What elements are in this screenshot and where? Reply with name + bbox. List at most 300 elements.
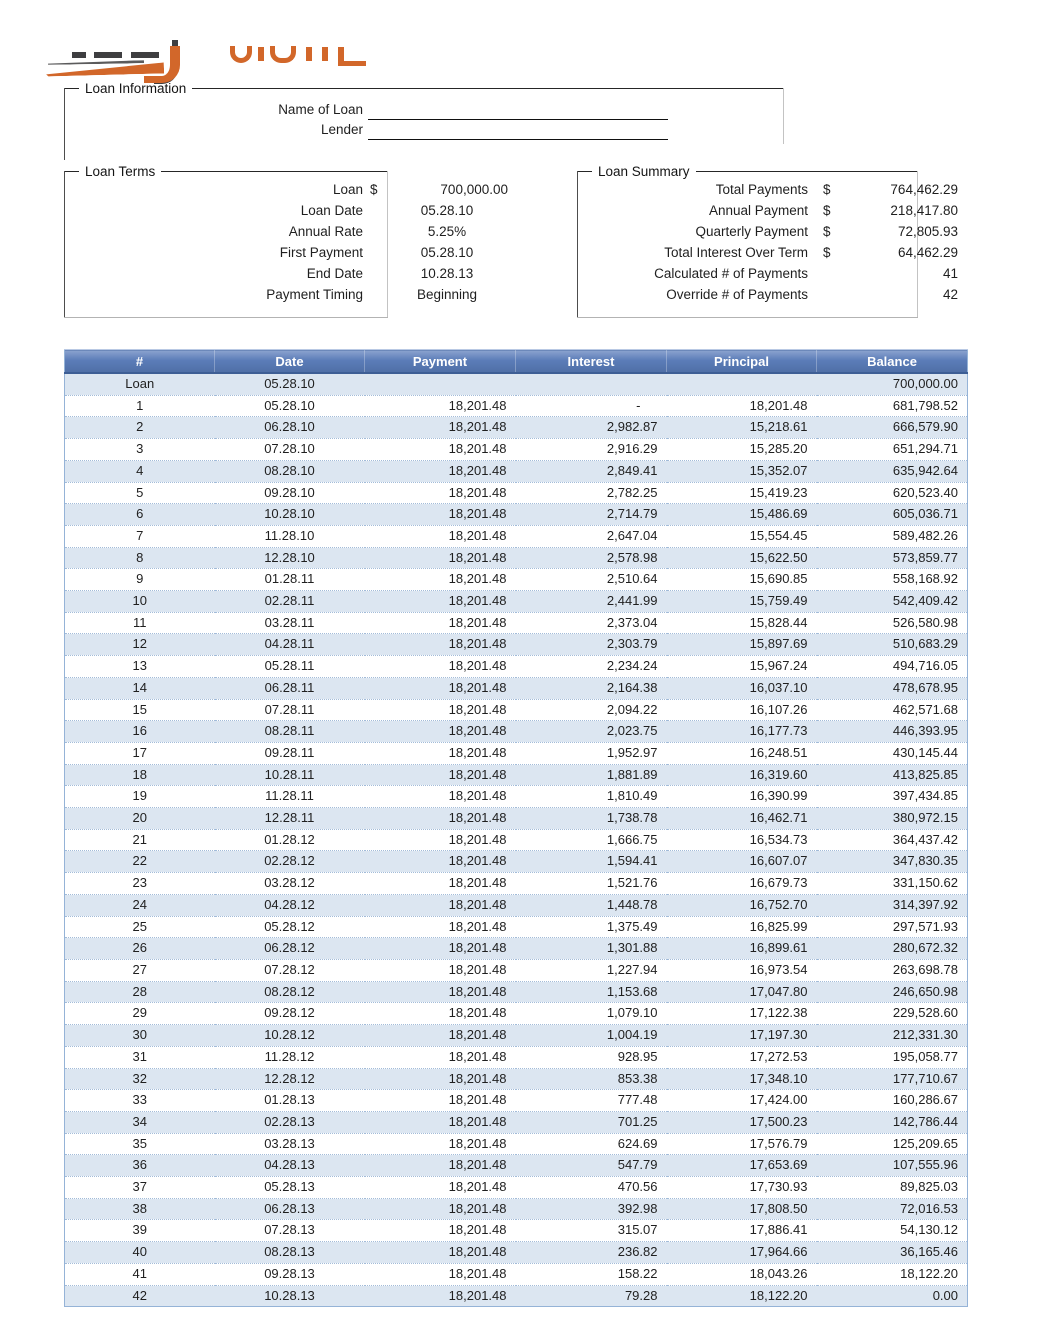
table-cell: 17,272.53	[667, 1046, 817, 1068]
table-cell: 212,331.30	[817, 1025, 968, 1047]
table-cell: 236.82	[516, 1242, 667, 1264]
table-cell: 18,043.26	[667, 1263, 817, 1285]
table-cell: 37	[65, 1177, 215, 1199]
table-cell: 18,201.48	[365, 482, 516, 504]
table-cell: 17,653.69	[667, 1155, 817, 1177]
table-row	[65, 439, 968, 461]
table-cell: 18,122.20	[817, 1263, 968, 1285]
table-cell: Loan	[65, 373, 215, 395]
logo-arc	[48, 60, 144, 65]
table-cell: 18,201.48	[365, 764, 516, 786]
table-cell: 05.28.10	[215, 395, 365, 417]
table-cell: 25	[65, 916, 215, 938]
table-row	[65, 612, 968, 634]
table-cell: 42	[65, 1285, 215, 1307]
table-cell: 18,122.20	[667, 1285, 817, 1307]
table-cell	[667, 373, 817, 395]
table-cell: 12.28.10	[215, 547, 365, 569]
table-cell: 05.28.10	[215, 373, 365, 395]
table-cell: 18,201.48	[667, 395, 817, 417]
table-cell: 06.28.11	[215, 677, 365, 699]
table-row	[65, 721, 968, 743]
table-cell: 10.28.12	[215, 1025, 365, 1047]
table-row	[65, 460, 968, 482]
table-row	[65, 873, 968, 895]
total-payments-value: 764,462.29	[890, 182, 958, 197]
table-cell: 18,201.48	[365, 786, 516, 808]
table-cell: 18,201.48	[365, 417, 516, 439]
table-cell: 35	[65, 1133, 215, 1155]
table-cell: 18,201.48	[365, 1111, 516, 1133]
table-cell: 107,555.96	[817, 1155, 968, 1177]
table-cell: 1,666.75	[516, 829, 667, 851]
table-cell: 853.38	[516, 1068, 667, 1090]
table-cell: 1,004.19	[516, 1025, 667, 1047]
table-cell: 15	[65, 699, 215, 721]
column-header: Balance	[817, 350, 968, 374]
table-cell: 07.28.13	[215, 1220, 365, 1242]
table-cell: 06.28.12	[215, 938, 365, 960]
table-cell: 462,571.68	[817, 699, 968, 721]
table-cell: 15,622.50	[667, 547, 817, 569]
table-row	[65, 482, 968, 504]
table-row	[65, 1242, 968, 1264]
table-cell: 2,982.87	[516, 417, 667, 439]
table-cell: 11	[65, 612, 215, 634]
table-cell: 1,301.88	[516, 938, 667, 960]
table-cell: 18,201.48	[365, 612, 516, 634]
table-cell: 229,528.60	[817, 1003, 968, 1025]
table-cell: 18,201.48	[365, 569, 516, 591]
table-cell: 18,201.48	[365, 1220, 516, 1242]
table-cell: 2,714.79	[516, 504, 667, 526]
table-cell: 02.28.13	[215, 1111, 365, 1133]
table-row	[65, 764, 968, 786]
table-row	[65, 829, 968, 851]
table-cell: 17,808.50	[667, 1198, 817, 1220]
table-header-row	[65, 350, 968, 374]
table-row	[65, 699, 968, 721]
loan-amount-value: 700,000.00	[440, 182, 508, 197]
table-cell: 2,916.29	[516, 439, 667, 461]
table-cell: 02.28.12	[215, 851, 365, 873]
table-cell: 15,759.49	[667, 591, 817, 613]
table-cell: 18,201.48	[365, 525, 516, 547]
table-row	[65, 504, 968, 526]
table-cell: 23	[65, 873, 215, 895]
table-cell: 3	[65, 439, 215, 461]
table-cell: 18,201.48	[365, 873, 516, 895]
table-row	[65, 916, 968, 938]
table-cell: 16,462.71	[667, 808, 817, 830]
table-cell: 17	[65, 742, 215, 764]
table-cell: 17,424.00	[667, 1090, 817, 1112]
table-cell: 15,828.44	[667, 612, 817, 634]
table-cell: 16,607.07	[667, 851, 817, 873]
table-cell: 18,201.48	[365, 439, 516, 461]
table-cell: 18,201.48	[365, 938, 516, 960]
table-cell: 08.28.13	[215, 1242, 365, 1264]
table-cell: 17,197.30	[667, 1025, 817, 1047]
table-cell: 430,145.44	[817, 742, 968, 764]
table-cell: 18,201.48	[365, 981, 516, 1003]
table-cell: 31	[65, 1046, 215, 1068]
payment-timing-value: Beginning	[416, 287, 478, 302]
table-cell: 18,201.48	[365, 1177, 516, 1199]
table-cell: 79.28	[516, 1285, 667, 1307]
table-cell: 18,201.48	[365, 1003, 516, 1025]
logo-wordmark-fragment	[230, 44, 380, 68]
table-cell: 15,967.24	[667, 656, 817, 678]
table-row	[65, 1263, 968, 1285]
table-cell: 6	[65, 504, 215, 526]
table-cell: 01.28.12	[215, 829, 365, 851]
table-cell: 17,348.10	[667, 1068, 817, 1090]
amortization-table	[64, 349, 968, 1307]
table-row	[65, 786, 968, 808]
table-cell: 700,000.00	[817, 373, 968, 395]
table-cell: 18,201.48	[365, 656, 516, 678]
table-cell: 158.22	[516, 1263, 667, 1285]
table-cell: 1,153.68	[516, 981, 667, 1003]
table-cell: 18,201.48	[365, 1090, 516, 1112]
calculated-payments-value: 41	[942, 266, 958, 281]
table-cell: 18,201.48	[365, 829, 516, 851]
table-cell: 142,786.44	[817, 1111, 968, 1133]
loan-summary-title: Loan Summary	[598, 164, 690, 179]
table-cell: 33	[65, 1090, 215, 1112]
table-cell: 39	[65, 1220, 215, 1242]
table-cell: 05.28.13	[215, 1177, 365, 1199]
table-cell: 18,201.48	[365, 742, 516, 764]
loan-information-section	[64, 81, 784, 160]
annual-payment-value: 218,417.80	[890, 203, 958, 218]
table-cell: 29	[65, 1003, 215, 1025]
table-cell: 16,534.73	[667, 829, 817, 851]
table-row	[65, 1133, 968, 1155]
table-cell: 2,164.38	[516, 677, 667, 699]
table-cell: 17,122.38	[667, 1003, 817, 1025]
column-header: #	[65, 350, 215, 374]
table-cell: 16,390.99	[667, 786, 817, 808]
table-cell: 18,201.48	[365, 1068, 516, 1090]
table-row	[65, 547, 968, 569]
loan-information-title: Loan Information	[85, 81, 187, 96]
table-cell: 4	[65, 460, 215, 482]
table-cell: 08.28.11	[215, 721, 365, 743]
table-cell: 2,782.25	[516, 482, 667, 504]
table-cell: 18,201.48	[365, 547, 516, 569]
table-cell: 16,319.60	[667, 764, 817, 786]
table-cell: 1,521.76	[516, 873, 667, 895]
table-cell: 2,647.04	[516, 525, 667, 547]
table-cell: 12	[65, 634, 215, 656]
table-cell: 651,294.71	[817, 439, 968, 461]
table-cell: 160,286.67	[817, 1090, 968, 1112]
column-header: Principal	[667, 350, 817, 374]
table-cell: 15,486.69	[667, 504, 817, 526]
table-cell: 18,201.48	[365, 1242, 516, 1264]
table-cell: 16,899.61	[667, 938, 817, 960]
table-cell: 2,373.04	[516, 612, 667, 634]
table-row	[65, 1220, 968, 1242]
table-cell: 1,375.49	[516, 916, 667, 938]
table-cell: 7	[65, 525, 215, 547]
table-cell: 2,441.99	[516, 591, 667, 613]
loan-terms-section: Loan Terms Loan $ 700,000.00 Loan Date 05.28.10 Annual Rate 5.25% First Payment 05.28.10 End Date 10.28.13 Payment Timing Beginning	[64, 164, 388, 318]
table-cell: 18,201.48	[365, 1263, 516, 1285]
name-of-loan-input[interactable]	[368, 104, 668, 120]
table-row	[65, 591, 968, 613]
table-cell: 16,752.70	[667, 894, 817, 916]
currency-symbol: $	[823, 203, 831, 218]
table-cell: 18,201.48	[365, 677, 516, 699]
end-date-value: 10.28.13	[420, 266, 474, 281]
table-row	[65, 981, 968, 1003]
table-row	[65, 1025, 968, 1047]
table-cell: 54,130.12	[817, 1220, 968, 1242]
table-cell: 18,201.48	[365, 504, 516, 526]
table-cell: 347,830.35	[817, 851, 968, 873]
table-cell: 10.28.10	[215, 504, 365, 526]
lender-label: Lender	[320, 122, 363, 137]
table-cell: 11.28.10	[215, 525, 365, 547]
table-cell: 1,881.89	[516, 764, 667, 786]
table-cell: 18,201.48	[365, 1046, 516, 1068]
table-cell: 08.28.10	[215, 460, 365, 482]
table-cell: 478,678.95	[817, 677, 968, 699]
table-cell: 2,234.24	[516, 656, 667, 678]
table-cell: 14	[65, 677, 215, 699]
table-cell: 2,303.79	[516, 634, 667, 656]
currency-symbol: $	[823, 224, 831, 239]
table-cell: 28	[65, 981, 215, 1003]
table-cell: 17,500.23	[667, 1111, 817, 1133]
table-cell: 605,036.71	[817, 504, 968, 526]
currency-symbol: $	[370, 182, 378, 197]
table-cell: 413,825.85	[817, 764, 968, 786]
table-cell: 13	[65, 656, 215, 678]
table-cell: 777.48	[516, 1090, 667, 1112]
table-cell: 2,849.41	[516, 460, 667, 482]
table-cell: 17,576.79	[667, 1133, 817, 1155]
table-cell: 30	[65, 1025, 215, 1047]
table-cell: 22	[65, 851, 215, 873]
table-cell: 04.28.12	[215, 894, 365, 916]
table-row	[65, 634, 968, 656]
company-logo	[46, 28, 386, 84]
table-cell: 09.28.13	[215, 1263, 365, 1285]
table-cell: 15,690.85	[667, 569, 817, 591]
total-interest-value: 64,462.29	[897, 245, 958, 260]
table-cell: 07.28.12	[215, 959, 365, 981]
table-cell: 380,972.15	[817, 808, 968, 830]
table-cell: 27	[65, 959, 215, 981]
table-cell: 17,886.41	[667, 1220, 817, 1242]
table-cell: 315.07	[516, 1220, 667, 1242]
table-cell: 125,209.65	[817, 1133, 968, 1155]
table-cell: 16,037.10	[667, 677, 817, 699]
table-cell: 12.28.12	[215, 1068, 365, 1090]
table-row	[65, 677, 968, 699]
table-cell: 1,810.49	[516, 786, 667, 808]
table-cell: 589,482.26	[817, 525, 968, 547]
table-cell: 05.28.12	[215, 916, 365, 938]
table-cell: 8	[65, 547, 215, 569]
table-cell: 635,942.64	[817, 460, 968, 482]
first-payment-value: 05.28.10	[420, 245, 474, 260]
table-cell: 364,437.42	[817, 829, 968, 851]
table-cell: 15,554.45	[667, 525, 817, 547]
table-cell: 542,409.42	[817, 591, 968, 613]
table-row	[65, 373, 968, 395]
table-cell: 16,107.26	[667, 699, 817, 721]
table-row	[65, 525, 968, 547]
table-cell: 21	[65, 829, 215, 851]
override-payments-value: 42	[942, 287, 958, 302]
table-cell: 18,201.48	[365, 1025, 516, 1047]
table-cell: 681,798.52	[817, 395, 968, 417]
table-row	[65, 1198, 968, 1220]
table-cell: 1,738.78	[516, 808, 667, 830]
table-row	[65, 569, 968, 591]
table-cell: 624.69	[516, 1133, 667, 1155]
table-cell: 446,393.95	[817, 721, 968, 743]
table-cell: 18,201.48	[365, 851, 516, 873]
table-row	[65, 938, 968, 960]
table-cell: 15,419.23	[667, 482, 817, 504]
table-cell: 17,730.93	[667, 1177, 817, 1199]
table-cell: 2	[65, 417, 215, 439]
table-cell: 1	[65, 395, 215, 417]
table-cell: 1,448.78	[516, 894, 667, 916]
table-row	[65, 894, 968, 916]
table-cell	[365, 373, 516, 395]
table-cell: 1,227.94	[516, 959, 667, 981]
table-cell: 32	[65, 1068, 215, 1090]
table-cell: 547.79	[516, 1155, 667, 1177]
table-cell: 558,168.92	[817, 569, 968, 591]
table-cell: 280,672.32	[817, 938, 968, 960]
table-cell: 07.28.11	[215, 699, 365, 721]
table-cell: 1,594.41	[516, 851, 667, 873]
table-cell: 36,165.46	[817, 1242, 968, 1264]
table-cell: 1,952.97	[516, 742, 667, 764]
table-cell: 928.95	[516, 1046, 667, 1068]
table-cell: 09.28.11	[215, 742, 365, 764]
table-cell: 11.28.11	[215, 786, 365, 808]
table-row	[65, 742, 968, 764]
table-cell: 573,859.77	[817, 547, 968, 569]
table-cell: 40	[65, 1242, 215, 1264]
table-cell: 72,016.53	[817, 1198, 968, 1220]
table-cell: 297,571.93	[817, 916, 968, 938]
column-header: Payment	[365, 350, 516, 374]
table-cell: 19	[65, 786, 215, 808]
table-cell: 18,201.48	[365, 699, 516, 721]
table-cell: 263,698.78	[817, 959, 968, 981]
table-cell: 17,047.80	[667, 981, 817, 1003]
table-cell: 18,201.48	[365, 1133, 516, 1155]
table-cell: 03.28.12	[215, 873, 365, 895]
table-cell: 06.28.10	[215, 417, 365, 439]
table-cell: 04.28.11	[215, 634, 365, 656]
table-cell: 15,285.20	[667, 439, 817, 461]
table-cell: 2,094.22	[516, 699, 667, 721]
table-cell: 470.56	[516, 1177, 667, 1199]
table-cell: 2,578.98	[516, 547, 667, 569]
table-cell: 02.28.11	[215, 591, 365, 613]
table-cell: 331,150.62	[817, 873, 968, 895]
table-cell: 392.98	[516, 1198, 667, 1220]
table-cell: 18,201.48	[365, 460, 516, 482]
table-cell: 18,201.48	[365, 634, 516, 656]
table-cell: 494,716.05	[817, 656, 968, 678]
table-cell: 16,973.54	[667, 959, 817, 981]
column-header: Date	[215, 350, 365, 374]
table-cell: 01.28.13	[215, 1090, 365, 1112]
table-cell: 16,248.51	[667, 742, 817, 764]
table-cell: 12.28.11	[215, 808, 365, 830]
table-row	[65, 1285, 968, 1307]
table-row	[65, 1111, 968, 1133]
table-cell: 18,201.48	[365, 808, 516, 830]
table-cell: 34	[65, 1111, 215, 1133]
table-cell: -	[516, 395, 667, 417]
annual-rate-value: 5.25%	[427, 224, 467, 239]
table-cell: 10.28.11	[215, 764, 365, 786]
table-cell: 18,201.48	[365, 916, 516, 938]
table-cell: 26	[65, 938, 215, 960]
table-cell: 16,825.99	[667, 916, 817, 938]
table-cell: 526,580.98	[817, 612, 968, 634]
logo-dash	[72, 52, 86, 58]
table-row	[65, 1177, 968, 1199]
table-cell: 314,397.92	[817, 894, 968, 916]
table-cell: 18,201.48	[365, 591, 516, 613]
table-cell: 11.28.12	[215, 1046, 365, 1068]
table-cell	[516, 373, 667, 395]
table-row	[65, 395, 968, 417]
table-cell: 195,058.77	[817, 1046, 968, 1068]
table-cell: 01.28.11	[215, 569, 365, 591]
table-cell: 16	[65, 721, 215, 743]
table-cell: 04.28.13	[215, 1155, 365, 1177]
logo-dash	[94, 52, 122, 58]
table-cell: 18,201.48	[365, 721, 516, 743]
loan-terms-title: Loan Terms	[85, 164, 156, 179]
table-row	[65, 1068, 968, 1090]
table-cell: 0.00	[817, 1285, 968, 1307]
currency-symbol: $	[823, 182, 831, 197]
table-row	[65, 851, 968, 873]
quarterly-payment-value: 72,805.93	[897, 224, 958, 239]
table-cell: 03.28.13	[215, 1133, 365, 1155]
table-row	[65, 1155, 968, 1177]
table-cell: 510,683.29	[817, 634, 968, 656]
table-cell: 15,897.69	[667, 634, 817, 656]
table-row	[65, 959, 968, 981]
lender-input[interactable]	[368, 124, 668, 140]
table-cell: 24	[65, 894, 215, 916]
table-cell: 2,510.64	[516, 569, 667, 591]
table-cell: 18,201.48	[365, 959, 516, 981]
table-cell: 15,218.61	[667, 417, 817, 439]
table-cell: 16,177.73	[667, 721, 817, 743]
table-cell: 41	[65, 1263, 215, 1285]
table-cell: 10	[65, 591, 215, 613]
table-row	[65, 1090, 968, 1112]
